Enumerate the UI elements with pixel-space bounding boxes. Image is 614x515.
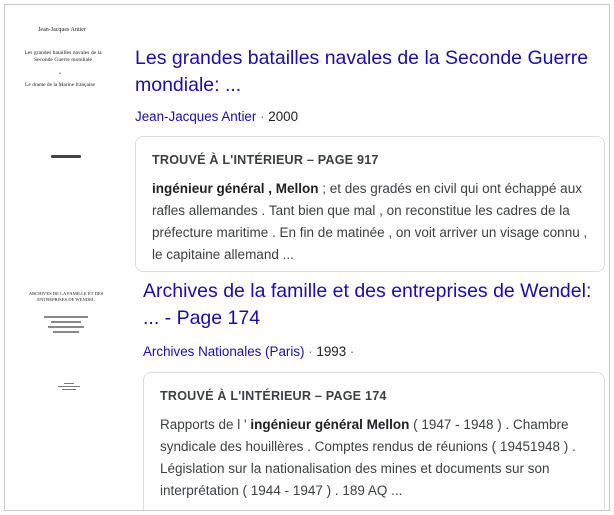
snippet-body: ( 1947 - 1948 ) . Chambre syndicale des houillères . Comptes rendus de réunions ( 19451948 ) . Législation sur la nationalisation des mines et documents sur son interprétation ( 1944 - 1947 ) . 189 AQ ... <box>160 417 576 498</box>
snippet-prefix: Rapports de l ' <box>160 417 251 432</box>
snippet-highlight: ingénieur général Mellon <box>250 417 410 432</box>
cover-title: ARCHIVES DE LA FAMILLE ET DES ENTREPRISES DE WENDEL <box>28 291 104 302</box>
result-meta <box>143 344 354 359</box>
meta-separator: · <box>304 344 317 359</box>
meta-trailing-separator: · <box>346 344 355 359</box>
cover-title: Les grandes batailles navales de la Seconde Guerre mondiale <box>24 50 102 63</box>
cover-ornament: • <box>59 72 61 77</box>
snippet-text <box>152 178 590 266</box>
snippet-header: TROUVÉ À L'INTÉRIEUR – PAGE 917 <box>152 153 379 167</box>
result-meta <box>135 109 298 124</box>
result-title-link[interactable]: Archives de la famille et des entreprises de Wendel: ... - Page 174 <box>143 280 592 329</box>
cover-author: Jean-Jacques Antier <box>38 27 86 33</box>
result-title-link[interactable]: Les grandes batailles navales de la Seconde Guerre mondiale: ... <box>135 47 589 96</box>
snippet-card[interactable] <box>135 136 605 272</box>
snippet-body: ; et des gradés en civil qui ont échappé aux rafles allemandes . Tant bien que mal , on reconstitue les cadres de la préfecture maritime . En fin de matinée , on voit arriver un visage connu , le capitaine allemand ... <box>152 181 588 262</box>
snippet-highlight: ingénieur général , Mellon <box>152 181 319 196</box>
author-link[interactable]: Archives Nationales (Paris) <box>143 344 305 359</box>
snippet-header: TROUVÉ À L'INTÉRIEUR – PAGE 174 <box>160 389 387 403</box>
snippet-card[interactable] <box>143 372 605 511</box>
search-results-panel <box>4 4 610 511</box>
snippet-text <box>160 414 590 502</box>
cover-text-lines <box>41 313 91 333</box>
page-thumbnail[interactable] <box>51 155 81 158</box>
publication-year: 2000 <box>268 109 299 124</box>
publication-year: 1993 <box>316 344 347 359</box>
meta-separator: · <box>256 109 269 124</box>
author-link[interactable]: Jean-Jacques Antier <box>135 109 257 124</box>
page-thumbnail[interactable] <box>57 381 81 390</box>
cover-subtitle: Le drame de la Marine française <box>25 82 95 88</box>
